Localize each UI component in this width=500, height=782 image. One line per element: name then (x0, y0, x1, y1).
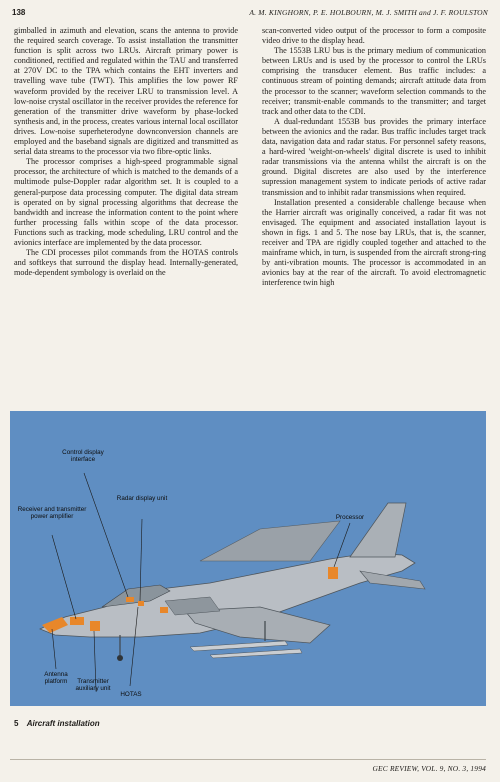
label-antenna: Antenna platform (44, 671, 68, 685)
left-paragraph: The processor comprises a high-speed programmable signal processor, the architecture of which is matched to the demands of a multimode pulse-Doppler radar algorithm set. It is coupled to a general-purpose data processing computer. The digital data stream is operated on by signal processing algorithms that decrease the bandwidth and increase the information content to the point where further processing falls within scope of the data processor. Functions such as tracking, mode scheduling, LRU control and the avionics interface are implemented by the data processor. (14, 157, 238, 247)
aircraft-installation-figure (10, 411, 486, 706)
left-paragraph: gimballed in azimuth and elevation, scans the antenna to provide the required search coverage. To assist installation the transmitter function is split across two LRUs. Aircraft primary power is conditioned, rectified and regulated within the TAU and transferred at 270V DC to the TPA which contains the EHT inverters and travelling wave tube (TWT). This amplifies the low power RF waveform provided by the receiver LRU to transmission level. A low-noise crystal oscillator in the receiver provides the reference for generation of the transmitter drive waveform by phase-locked synthesis and, in the process, creates various internal local oscillator drives. Low-noise superheterodyne downconversion channels are employed and the baseband signals are digitized and transmitted as serial data streams to the processor via two fibre-optic links. (14, 26, 238, 157)
left-column (14, 26, 238, 278)
figure-number: 5 (14, 719, 19, 728)
label-tau: Transmitter auxiliary unit (75, 678, 111, 692)
right-paragraph: Installation presented a considerable challenge because when the Harrier aircraft was originally conceived, a radar fit was not envisaged. The equipment and associated installation layout is shown in figs. 1 and 5. The nose bay LRUs, that is, the scanner, receiver and TPA are rigidly coupled together and attached to the mainframe which, in turn, is suspended from the aircraft strong-ring by anti-vibration mounts. The processor is accommodated in an avionics bay at the rear of the aircraft. To avoid electromagnetic interference twin high (262, 197, 486, 288)
right-column (262, 26, 486, 288)
label-hotas: HOTAS (120, 691, 142, 698)
label-processor: Processor (335, 514, 365, 521)
label-control-display: Control display interface (62, 449, 104, 463)
right-paragraph: A dual-redundant 1553B bus provides the primary interface between the avionics and the radar. Bus traffic includes target track data, navigation data and radar status. For personnel safety reasons, a hard-wired 'weight-on-wheels' digital discrete is used to inhibit radar transmissions via the antenna whilst the aircraft is on the ground. Digital discretes are also used by the interference supression management system to indicate periods of active radar transmission and to inhibit radar transmissions when required. (262, 116, 486, 197)
right-paragraph: scan-converted video output of the processor to form a composite video drive to the display head. (262, 26, 486, 46)
label-radar-display: Radar display unit (116, 495, 168, 502)
label-receiver-tpa: Receiver and transmitter power amplifier (17, 506, 87, 520)
journal-footer: GEC REVIEW, VOL. 9, NO. 3, 1994 (372, 764, 486, 773)
figure-caption-text: Aircraft installation (26, 719, 100, 728)
right-paragraph: The 1553B LRU bus is the primary medium of communication between LRUs and is used by the processor to control the LRUs comprising the transducer element. Bus traffic includes: a continuous stream of pointing demands; aircraft attitude data from the processor to the scanner; waveform selection commands to the receiver; transmit-enable commands to the transmitter; and target track and other data to the CDI. (262, 46, 486, 116)
page-number: 138 (12, 8, 26, 17)
figure-caption (14, 719, 100, 728)
left-paragraph: The CDI processes pilot commands from the HOTAS controls and softkeys that surround the display head. Internally-generated, mode-dependent symbology is overlaid on the (14, 248, 238, 278)
running-header-authors: A. M. KINGHORN, P. E. HOLBOURN, M. J. SMITH and J. F. ROULSTON (249, 8, 488, 17)
running-header (12, 6, 488, 20)
footer-rule (10, 759, 486, 760)
